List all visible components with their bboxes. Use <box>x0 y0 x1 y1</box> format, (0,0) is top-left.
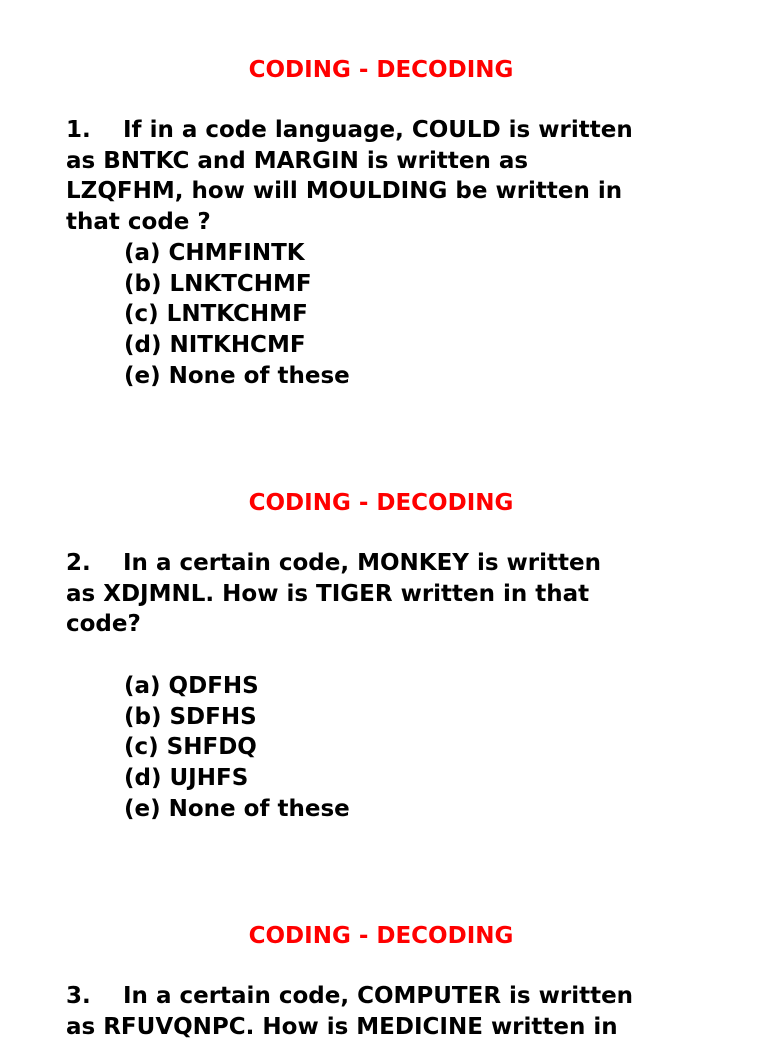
options-list-2 <box>124 671 350 825</box>
question-line: code? <box>66 611 141 638</box>
question-line <box>66 981 726 1012</box>
option-item: (c) SHFDQ <box>124 734 257 761</box>
question-line: as RFUVQNPC. How is MEDICINE written in <box>66 1013 618 1040</box>
question-text: In a certain code, COMPUTER is written <box>123 983 634 1009</box>
question-line: that code ? <box>66 209 211 236</box>
section-heading: CODING - DECODING <box>248 490 514 516</box>
question-text: If in a code language, COULD is written <box>123 117 633 143</box>
question-number: 1. <box>66 117 91 143</box>
question-number: 2. <box>66 550 91 576</box>
question-line <box>66 548 726 579</box>
question-line: as BNTKC and MARGIN is written as <box>66 147 529 174</box>
option-item: (a) QDFHS <box>124 673 259 699</box>
option-item: (a) CHMFINTK <box>124 240 305 266</box>
option-item: (c) LNTKCHMF <box>124 301 308 328</box>
question-1 <box>66 115 726 238</box>
question-2 <box>66 548 726 640</box>
question-line: LZQFHM, how will MOULDING be written in <box>66 178 623 205</box>
question-line: as XDJMNL. How is TIGER written in that <box>66 580 590 607</box>
question-text: In a certain code, MONKEY is written <box>123 550 601 576</box>
option-item: (d) UJHFS <box>124 765 249 792</box>
option-item: (b) SDFHS <box>124 703 257 730</box>
question-number: 3. <box>66 983 91 1009</box>
section-heading: CODING - DECODING <box>248 923 514 949</box>
option-item: (b) LNKTCHMF <box>124 270 312 297</box>
question-3 <box>66 981 726 1042</box>
options-list-1 <box>124 238 350 392</box>
option-item: (e) None of these <box>124 795 350 822</box>
question-line <box>66 115 726 146</box>
section-heading: CODING - DECODING <box>248 57 514 83</box>
option-item: (d) NITKHCMF <box>124 332 306 359</box>
option-item: (e) None of these <box>124 362 350 389</box>
